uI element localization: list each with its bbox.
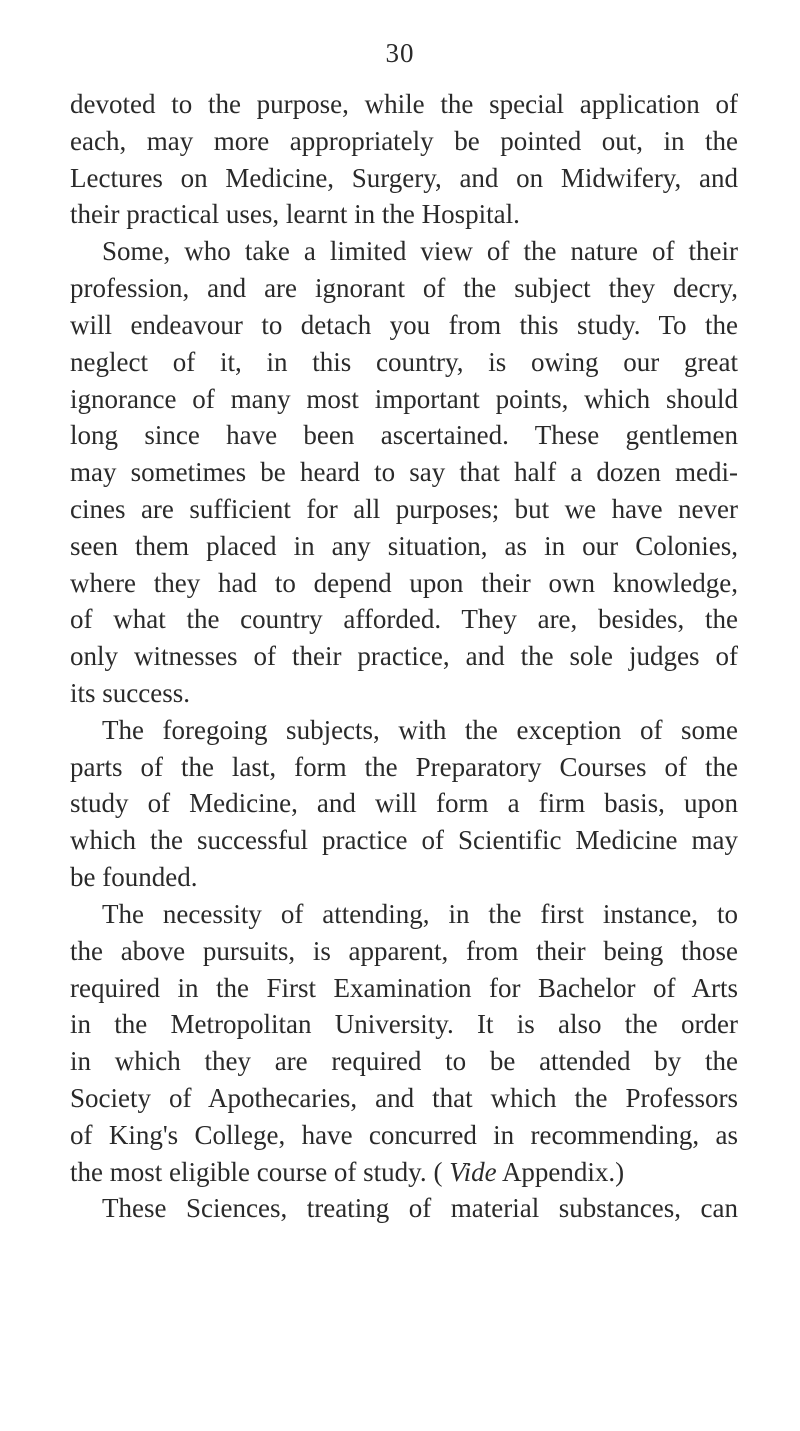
- text-line: its success.: [70, 678, 190, 708]
- text-line: ignorance of many most important points, which should: [70, 383, 738, 414]
- text-line: in which they are required to be attended by the: [70, 1046, 738, 1077]
- text-line: the above pursuits, is apparent, from their being those: [70, 935, 738, 966]
- text-segment: the most eligible course of study.: [70, 1156, 427, 1187]
- text-line-with-note: [70, 1154, 738, 1191]
- text-line: study of Medicine, and will form a firm basis, upon: [70, 788, 738, 819]
- text-line: required in the First Examination for Bachelor of Arts: [70, 972, 738, 1003]
- text-line: each, may more appropriately be pointed out, in the: [70, 125, 738, 156]
- text-line: which the successful practice of Scientific Medicine may: [70, 825, 738, 856]
- text-line: These Sciences, treating of material substances, can: [102, 1193, 738, 1224]
- text-line: long since have been ascertained. These gentlemen: [70, 420, 738, 451]
- text-line: Some, who take a limited view of the nature of their: [102, 236, 738, 267]
- text-line: seen them placed in any situation, as in our Colonies,: [70, 530, 738, 561]
- text-line: in the Metropolitan University. It is also the order: [70, 1009, 738, 1040]
- text-line: cines are sufficient for all purposes; but we have never: [70, 493, 738, 524]
- text-line: will endeavour to detach you from this study. To the: [70, 309, 738, 340]
- text-line: of King's College, have concurred in recommending, as: [70, 1119, 738, 1150]
- text-line: of what the country afforded. They are, besides, the: [70, 604, 738, 635]
- text-line: The necessity of attending, in the first instance, to: [102, 898, 738, 929]
- text-line: may sometimes be heard to say that half a dozen medi-: [70, 457, 738, 488]
- text-line: only witnesses of their practice, and the sole judges of: [70, 641, 738, 672]
- text-line: Lectures on Medicine, Surgery, and on Midwifery, and: [70, 162, 738, 193]
- body-text: [70, 86, 738, 1227]
- text-line: neglect of it, in this country, is owing our great: [70, 346, 738, 377]
- text-line: Society of Apothecaries, and that which the Professors: [70, 1082, 738, 1113]
- page-number: 30: [385, 38, 415, 68]
- vide-italic: Vide: [449, 1156, 497, 1187]
- vide-open: (: [433, 1156, 443, 1187]
- text-line: where they had to depend upon their own knowledge,: [70, 567, 738, 598]
- text-line: The foregoing subjects, with the exception of some: [102, 714, 738, 745]
- vide-rest: Appendix.): [501, 1156, 625, 1187]
- text-line: parts of the last, form the Preparatory Courses of the: [70, 751, 738, 782]
- text-line: their practical uses, learnt in the Hospital.: [70, 199, 520, 230]
- text-line: be founded.: [70, 862, 198, 893]
- text-line: devoted to the purpose, while the special application of: [70, 89, 738, 119]
- text-line: profession, and are ignorant of the subject they decry,: [70, 273, 738, 304]
